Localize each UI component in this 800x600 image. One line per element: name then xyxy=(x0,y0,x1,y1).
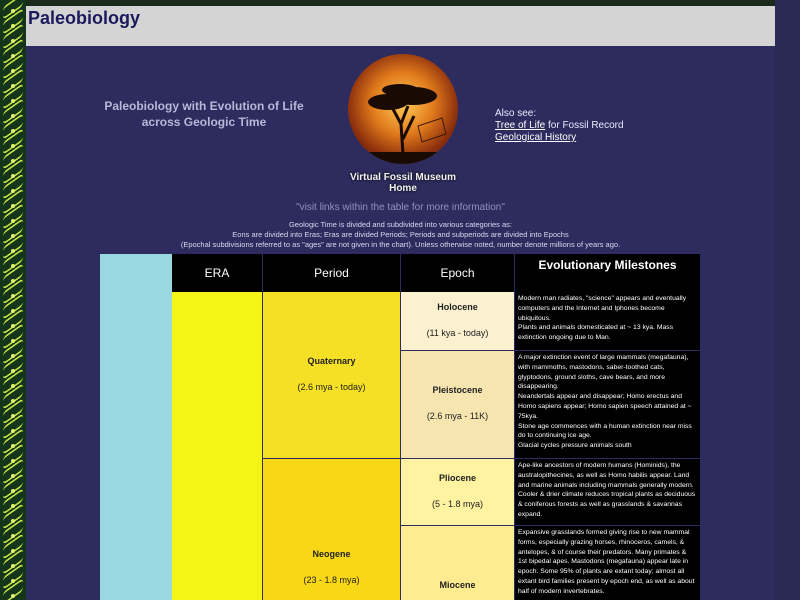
epoch-range: (5 - 1.8 mya) xyxy=(431,499,483,509)
epoch-name: Holocene xyxy=(437,302,478,312)
header-epoch: Epoch xyxy=(401,254,514,292)
eon-cell xyxy=(100,254,172,600)
page-title: Paleobiology xyxy=(28,8,141,28)
dna-dot xyxy=(11,594,15,598)
intro-text xyxy=(26,220,775,250)
milestones-miocene: Expansive grasslands formed giving rise to new mammal forms, especially grazing horses, rhinoceros, camels, & antelopes, & of course their predators. Many primates & 1st bipedal apes. Mastodons (megafauna) appear late in epoch. Some 95% of plants are extant today; almost all extant bird families present by epoch end, as well as about half of modern invertebrates. xyxy=(515,526,700,600)
museum-home-link[interactable] xyxy=(346,172,460,194)
header-period: Period xyxy=(263,254,400,292)
epoch-pliocene[interactable] xyxy=(401,459,514,525)
museum-caption-line-2: Home xyxy=(389,183,417,194)
epoch-holocene[interactable] xyxy=(401,292,514,350)
page-main xyxy=(26,6,775,600)
geological-history-link[interactable]: Geological History xyxy=(495,132,577,143)
heading-line-2: across Geologic Time xyxy=(141,115,267,129)
epoch-pleistocene[interactable] xyxy=(401,351,514,458)
period-name: Neogene xyxy=(312,549,351,559)
also-see-box xyxy=(495,108,624,144)
era-cell xyxy=(172,292,262,600)
visit-links-note: "visit links within the table for more information" xyxy=(296,202,505,213)
epoch-name: Miocene xyxy=(439,580,476,590)
header-era: ERA xyxy=(172,254,262,292)
epoch-name: Pleistocene xyxy=(432,385,483,395)
period-neogene[interactable] xyxy=(263,459,400,600)
right-margin xyxy=(775,0,800,600)
fossil-museum-logo[interactable] xyxy=(348,54,458,164)
period-range: (2.6 mya - today) xyxy=(297,382,366,392)
dna-side-border xyxy=(0,0,26,600)
header-milestones: Evolutionary Milestones xyxy=(515,254,700,292)
epoch-range: (11 kya - today) xyxy=(426,328,489,338)
period-range: (23 - 1.8 mya) xyxy=(303,575,360,585)
period-quaternary[interactable] xyxy=(263,292,400,458)
milestones-pleistocene: A major extinction event of large mammals (megafauna), with mammoths, mastodons, saber-toothed cats, glyptodons, ground sloths, cave bears, and more disappearing. Neandertals appear and disappear; Homo erectus and Homo sapiens appear; Homo sapien speech attained at ~ 75kya. Stone age commences with a human extinction near miss do to continuing ice age. Glacial cycles pressure animals south xyxy=(515,351,700,458)
tree-silhouette-icon xyxy=(348,54,458,164)
also-see-label: Also see: xyxy=(495,108,537,119)
page-heading xyxy=(86,98,322,130)
epoch-miocene[interactable] xyxy=(401,526,514,600)
milestones-pliocene: Ape-like ancestors of modern humans (Hominids), the australopithecines, as well as Homo habilis appear. Land and marine animals including mammals generally modern. Cooler & drier climate reduces tropical plants as deciduous & coniferous forests as well as grasslands & savannas expand. xyxy=(515,459,700,525)
milestones-holocene: Modern man radiates, "science" appears and eventually computers and the Internet and Iphones become ubiquitous. Plants and animals domesticated at ~ 13 kya. Mass extinction ongoing due to Man. xyxy=(515,292,700,350)
intro-line-2: Eons are divided into Eras; Eras are divided Periods; Periods and subperiods are divided into Epochs xyxy=(232,230,569,239)
intro-line-1: Geologic Time is divided and subdivided into various categories as: xyxy=(288,220,513,229)
museum-caption-line-1: Virtual Fossil Museum xyxy=(350,172,456,183)
period-name: Quaternary xyxy=(307,356,356,366)
title-bar xyxy=(26,6,775,46)
heading-line-1: Paleobiology with Evolution of Life xyxy=(104,99,304,113)
epoch-name: Pliocene xyxy=(438,473,476,483)
tree-of-life-suffix: for Fossil Record xyxy=(545,120,624,131)
intro-line-3: (Epochal subdivisions referred to as "ages" are not given in the chart). Unless otherwise noted, number denote millions of years ago. xyxy=(180,240,621,249)
tree-of-life-link[interactable]: Tree of Life xyxy=(495,120,546,131)
epoch-range: (2.6 mya - 11K) xyxy=(426,411,489,421)
